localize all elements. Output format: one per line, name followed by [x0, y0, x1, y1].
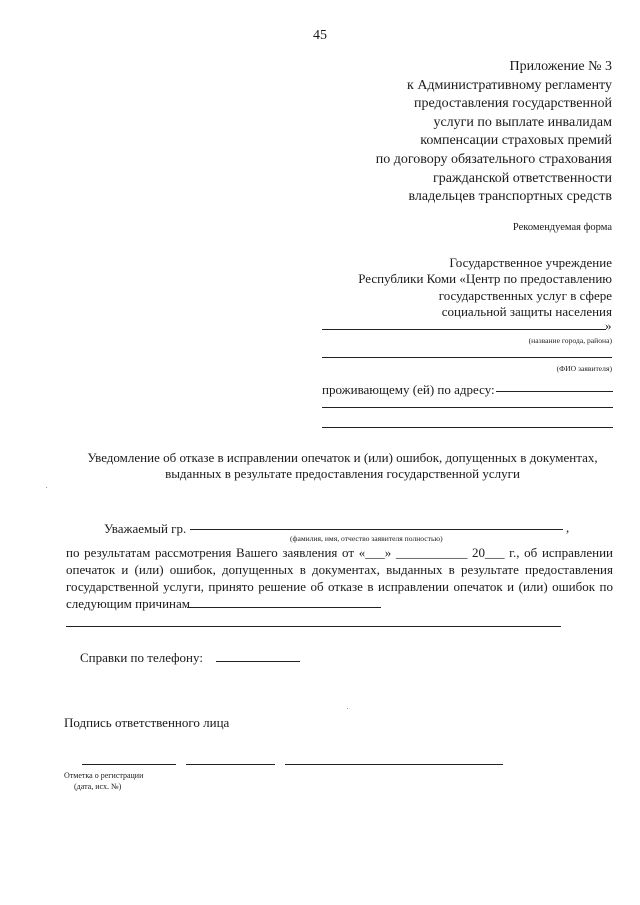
notice-title	[60, 450, 625, 482]
appendix-line: Приложение № 3	[509, 59, 612, 74]
body-line-1: по результатам рассмотрения Вашего заявления от «___» ___________ 20___ г., об исправлении	[66, 545, 613, 560]
registration-line-text: (дата, исх. №)	[74, 782, 122, 791]
city-field-line[interactable]	[322, 329, 606, 330]
addressee-line: Государственное учреждение	[449, 255, 612, 270]
phone-label: Справки по телефону:	[80, 650, 203, 665]
scan-speck	[347, 708, 348, 709]
signature-label: Подпись ответственного лица	[64, 715, 230, 730]
body-line-4: следующим причинам	[66, 596, 190, 611]
registration-line-text: Отметка о регистрации	[64, 771, 144, 780]
registration-note	[64, 770, 143, 792]
registration-line-1[interactable]	[82, 764, 176, 765]
reason-line-2[interactable]	[66, 626, 561, 627]
applicant-fio-line[interactable]	[322, 357, 612, 358]
residing-label: проживающему (ей) по адресу:	[322, 382, 495, 397]
recipient-name-line[interactable]	[190, 529, 563, 530]
addressee-line: социальной защиты населения	[441, 303, 612, 319]
body-line-3: государственной услуги, принято решение об отказе в исправлении опечаток и (или) ошибок по	[66, 579, 613, 594]
page-number: 45	[313, 28, 327, 43]
appendix-header	[376, 58, 612, 207]
address-line-2[interactable]	[322, 407, 613, 408]
address-line-3[interactable]	[322, 427, 613, 428]
title-line: Уведомление об отказе в исправлении опечаток и (или) ошибок, допущенных в документах,	[87, 450, 598, 465]
phone-field-line[interactable]	[216, 661, 300, 662]
registration-line-3[interactable]	[285, 764, 503, 765]
addressee-line: государственных услуг в сфере	[438, 287, 612, 303]
greeting-label: Уважаемый гр.	[104, 521, 187, 536]
appendix-line: компенсации страховых премий	[420, 133, 612, 149]
recipient-name-caption: (фамилия, имя, отчество заявителя полностью)	[290, 534, 443, 543]
appendix-line: услуги по выплате инвалидам	[433, 114, 612, 130]
appendix-line: по договору обязательного страхования	[375, 151, 612, 167]
closing-quote: »	[605, 318, 612, 333]
registration-line-2[interactable]	[186, 764, 275, 765]
body-line-2: опечаток и (или) ошибок, допущенных в документах, выданных в результате предоставления	[66, 562, 613, 577]
appendix-line: к Административному регламенту	[407, 77, 612, 93]
appendix-line: владельцев транспортных средств	[408, 189, 612, 205]
addressee-line: Республики Коми «Центр по предоставлению	[358, 271, 612, 287]
addressee-block	[358, 255, 612, 320]
city-caption: (название города, района)	[528, 336, 612, 345]
appendix-line: гражданской ответственности	[433, 170, 612, 186]
greeting-comma: ,	[566, 520, 570, 535]
address-line-1[interactable]	[496, 391, 613, 392]
title-line: выданных в результате предоставления государственной услуги	[165, 466, 520, 481]
scan-speck	[46, 487, 47, 488]
recommended-form-label: Рекомендуемая форма	[512, 222, 612, 233]
fio-caption: (ФИО заявителя)	[556, 364, 612, 373]
reason-line-1[interactable]	[187, 607, 381, 608]
appendix-line: предоставления государственной	[413, 96, 612, 112]
